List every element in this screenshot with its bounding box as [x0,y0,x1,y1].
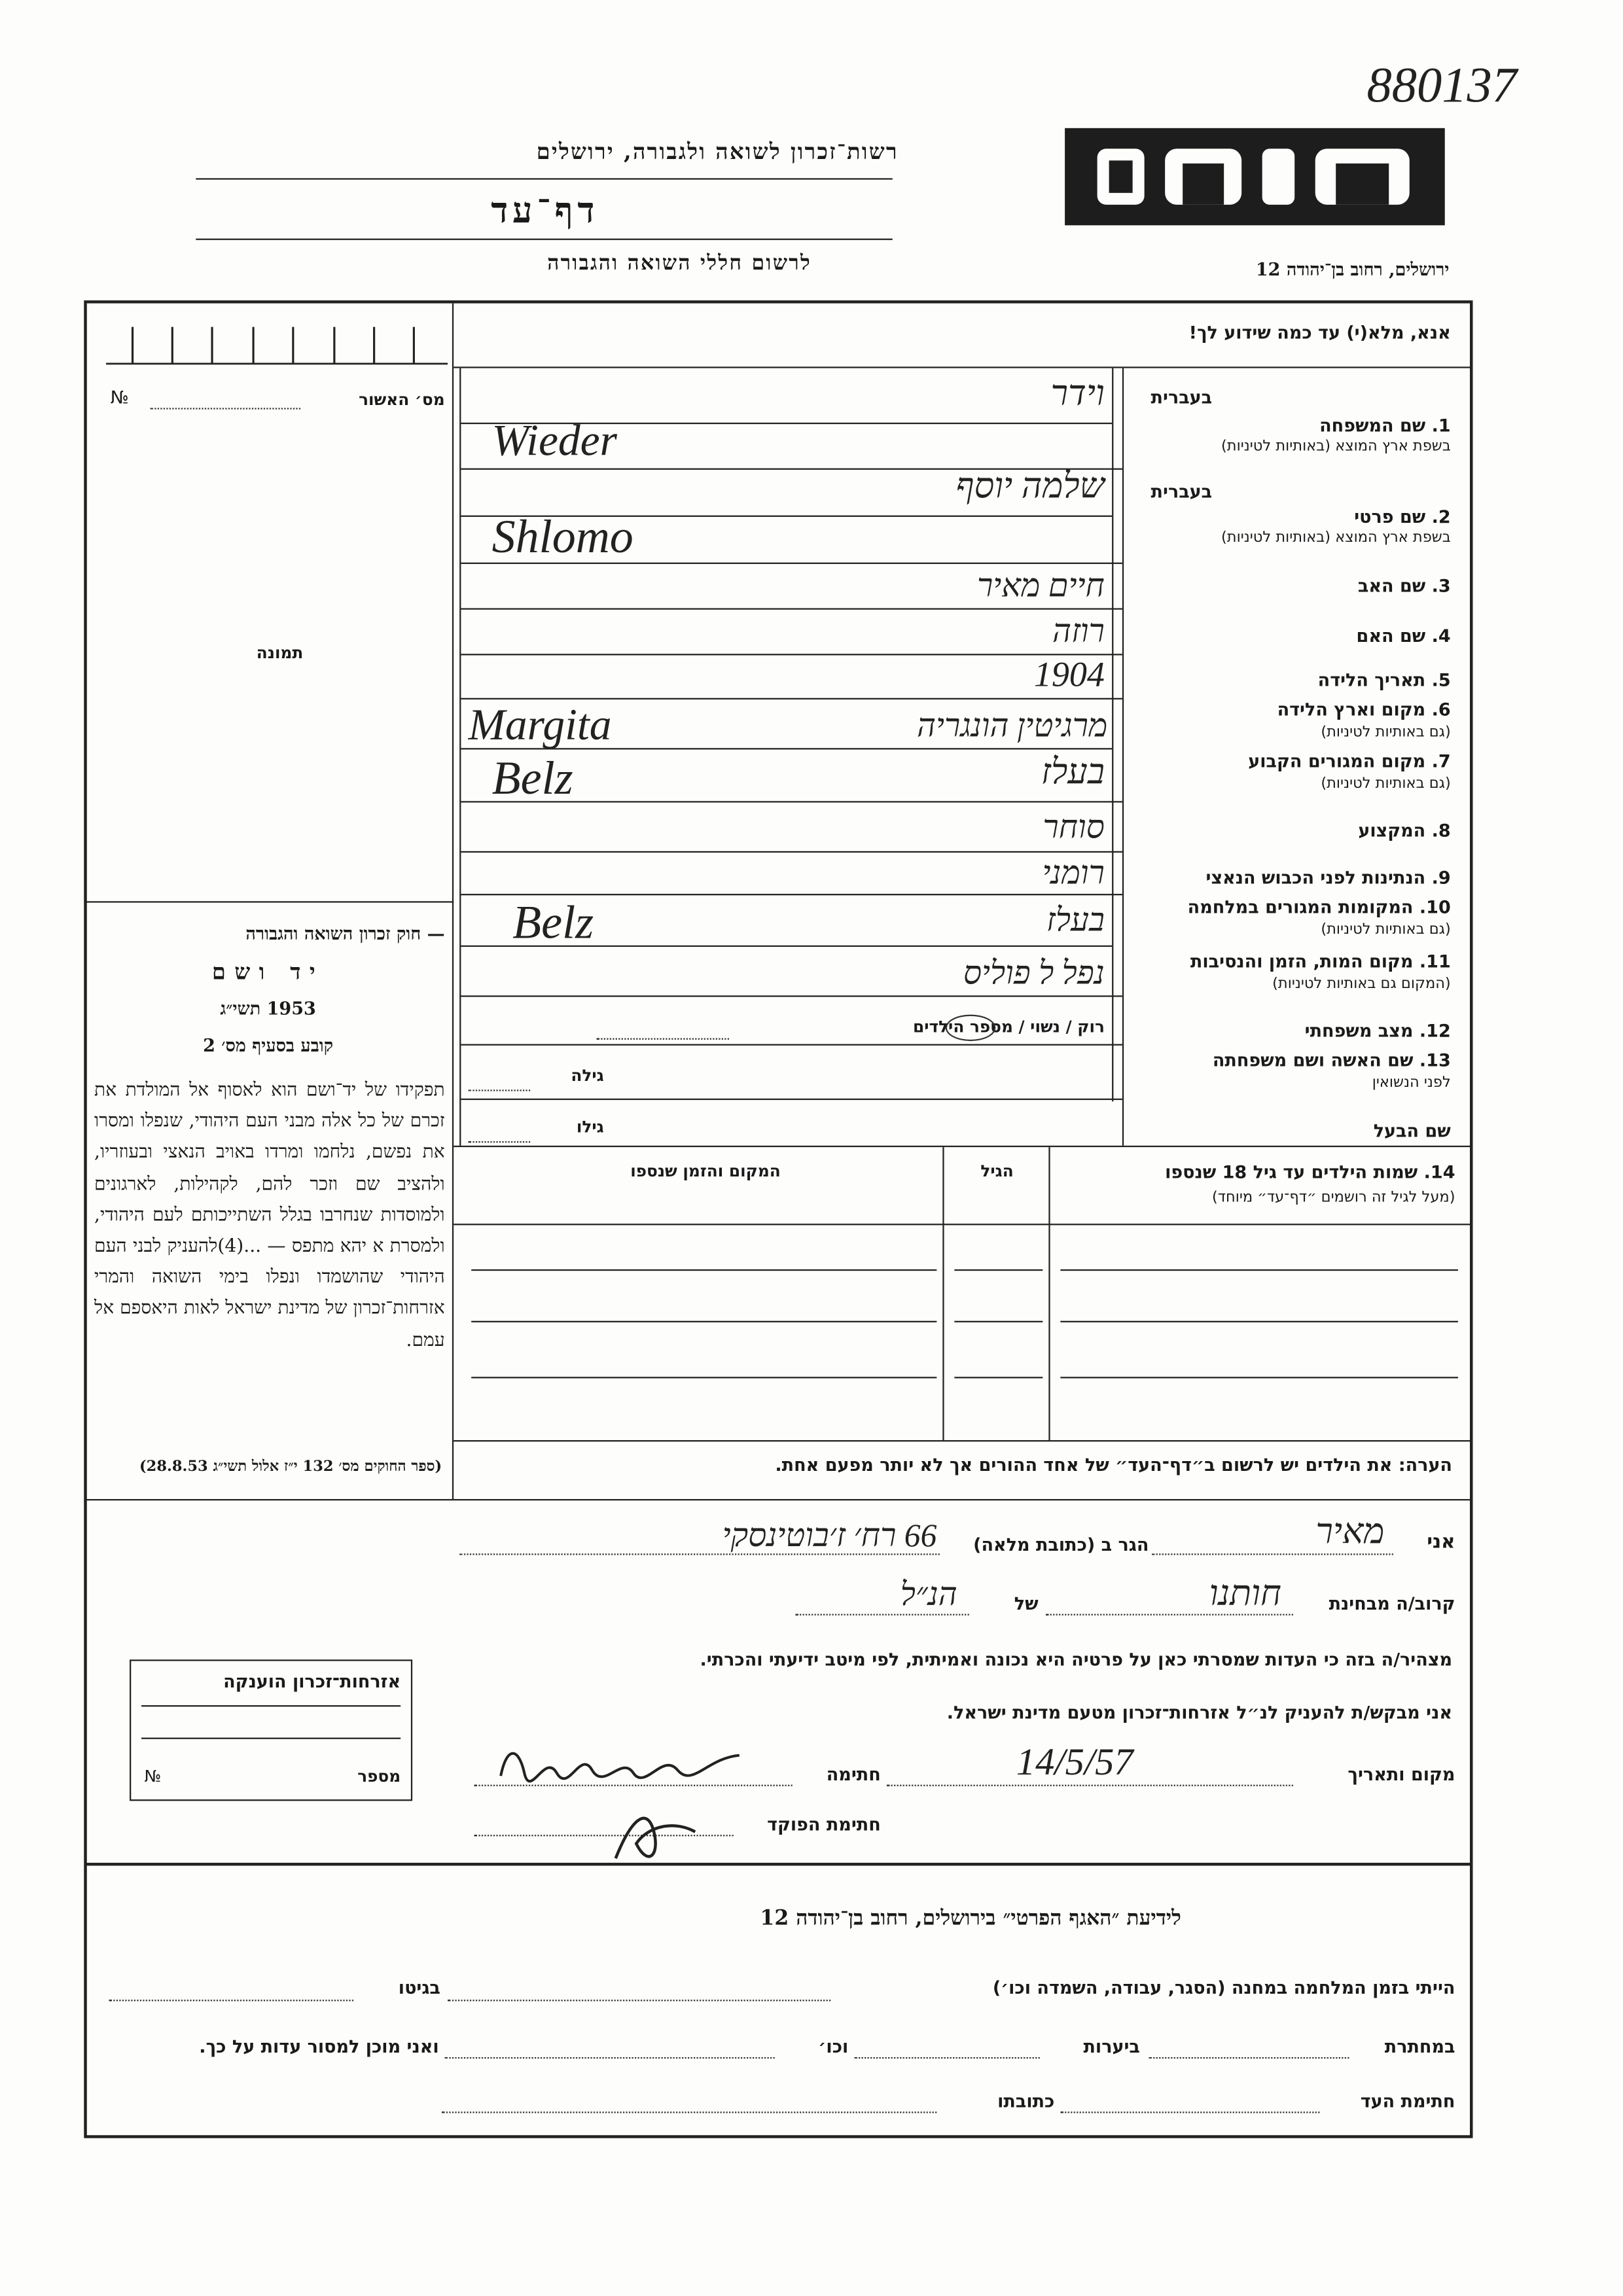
of-label: של [1014,1593,1039,1614]
field-5-label: 5. תאריך הלידה [1317,669,1451,691]
notice-camp-label: הייתי בזמן המלחמה במחנה (הסגר, עבודה, השמדה וכו׳) [992,1977,1455,1998]
children-col-age: הגיל [980,1161,1014,1181]
husband-age-label: גילו [576,1118,604,1137]
nationality-value[interactable]: רומני [1042,854,1105,891]
archive-number: 880137 [1366,59,1518,114]
relation-label: קרוב/ה מבחינת [1329,1593,1455,1614]
residence-latin-value[interactable]: Belz [491,751,573,804]
surname-latin-value[interactable]: Wieder [491,416,617,466]
death-place-value[interactable]: נפל ל פוליס [963,954,1105,991]
approval-no-field[interactable] [151,408,301,409]
declarant-label: אני [1427,1531,1455,1554]
children-note: הערה: את הילדים יש לרשום ב״דף־העד״ של אחד ההורים אך לא יותר מפעם אחת. [775,1455,1452,1476]
law-name: יד ושם [211,959,325,985]
signature-label: חתימה [826,1764,881,1785]
witness-address-label: כתובתו [997,2091,1055,2112]
field-3-label: 3. שם האב [1357,575,1451,597]
birthplace-latin-value[interactable]: Margita [468,701,612,750]
notice-underground-label: במחתרת [1384,2036,1455,2057]
field-13-sub: לפני הנשואין [1372,1074,1451,1091]
witness-signature-label: חתימת העד [1360,2091,1455,2112]
notice-title: לידיעת ״האגף הפרטי״ בירושלים, רחוב בן־יהודה 12 [760,1907,1181,1931]
notice-ghetto-field[interactable] [109,2000,354,2001]
children-sub: (מעל לגיל זה רושמים ״דף־עד״ מיוחד) [1211,1190,1455,1207]
mother-name-value[interactable]: רוזה [1052,612,1105,650]
wife-age-label: גילה [571,1066,604,1086]
relation-value[interactable]: חותנו [1209,1576,1281,1614]
marital-selected-circle [946,1015,996,1042]
notice-ghetto-label: בגיטו [398,1977,440,1998]
notice-etc-field[interactable] [445,2057,775,2058]
field-7-sub: (גם באותיות לטיניות) [1321,776,1451,792]
residence-hebrew-value[interactable]: בעלז [1041,754,1105,792]
field-1-label: 1. שם המשפחה [1319,415,1451,436]
declarant-signature [486,1738,751,1788]
date-value[interactable]: 14/5/57 [1016,1740,1133,1784]
witness-signature-field[interactable] [1060,2111,1319,2113]
yad-vashem-logo [1065,128,1445,226]
of-value[interactable]: הנ״ל [900,1576,957,1613]
field-2-hebrew-label: בעברית [1150,481,1213,503]
citizenship-title: אזרחות־זכרון הוענקה [223,1671,401,1692]
field-12-label: 12. מצב משפחתי [1304,1020,1451,1042]
children-label: 14. שמות הילדים עד גיל 18 שנספו [1165,1161,1455,1183]
field-6-sub: (גם באותיות לטיניות) [1321,724,1451,741]
citizenship-number-mark: № [144,1767,162,1786]
official-signature-label: חתימת הפוקד [767,1814,881,1835]
tick-boxes [106,321,448,366]
field-husband-label: שם הבעל [1373,1120,1451,1142]
wartime-residence-latin-value[interactable]: Belz [512,895,594,949]
approval-no-label: מס׳ האשור [359,390,445,410]
citizenship-number-label: מספר [357,1767,401,1786]
address-label: הגר ב (כתובת מלאה) [973,1534,1149,1555]
field-4-label: 4. שם האם [1356,626,1451,646]
field-10-label: 10. המקומות המגורים במלחמה [1187,896,1451,918]
law-title: — חוק זכרון השואה והגבורה [245,923,445,944]
profession-value[interactable]: סוחר [1043,808,1105,845]
form-subtitle: לרשום חללי השואה והגבורה [547,251,812,275]
marital-options[interactable]: רוק / נשוי / מספר הילדים [912,1017,1105,1037]
declaration-request: אני מבקש/ת להעניק לנ״ל אזרחות־זכרון מטעם מדינת ישראל. [946,1702,1452,1723]
notice-camp-field[interactable] [448,2000,830,2001]
law-reference: (ספר החוקים מס׳ 132 י״ז אלול תשי״ג 28.8.53) [139,1459,442,1476]
first-name-latin-value[interactable]: Shlomo [491,509,633,563]
first-name-hebrew-value[interactable]: שלמה יוסף [955,468,1105,507]
law-text: תפקידו של יד־ושם הוא לאסוף אל המולדת את זכרם של כל אלה מבני העם היהודי, שנפלו ומסרו את נפשם, נלחמו ומרדו באויב הנאצי ובעוזריו, ולהציב שם וזכר להם, לקהילות, לארגונים ולמוסדות שנחרבו בגלל השתייכותם לעם היהודי, ולמסרת א יהא מתפס — ...(4)להעניק לבני העם היהודי שהושמדו ונפלו בימי השואה והמרי אזרחות־זכרון של מדינת ישראל לאות היאספם אל עמם. [94,1078,445,1350]
law-year: 1953 תשי״ג [220,998,316,1019]
birth-date-value[interactable]: 1904 [1033,656,1105,696]
notice-forests-field[interactable] [854,2057,1040,2058]
field-11-sub: (המקום גם באותיות לטיניות) [1272,976,1451,993]
field-7-label: 7. מקום המגורים הקבוע [1248,751,1451,772]
witness-address-field[interactable] [442,2111,936,2113]
place-date-label: מקום ותאריך [1347,1764,1455,1785]
plea-text: אנא, מלא(י) עד כמה שידוע לך! [1188,322,1451,344]
field-6-label: 6. מקום וארץ הלידה [1277,699,1451,720]
surname-hebrew-value[interactable]: וידר [1050,375,1105,414]
notice-forests-label: ביערות [1083,2036,1140,2057]
field-2-sub: בשפת ארץ המוצא (באותיות לטיניות) [1221,530,1451,546]
law-clause: קובע בסעיף מס׳ 2 [203,1035,334,1056]
declarant-address-value[interactable]: 66 רח׳ ז׳בוטינסקי [722,1517,937,1554]
notice-etc-label: וכו׳ [818,2036,849,2057]
birthplace-hebrew-value[interactable]: מרגיטין הונגריה [917,707,1108,744]
field-1-hebrew-label: בעברית [1150,387,1213,408]
declarant-name-value[interactable]: מאיר [1315,1513,1385,1553]
authority-name: רשות־זכרון לשואה ולגבורה, ירושלים [536,138,899,166]
children-col-place: המקום והזמן שנספו [630,1161,781,1181]
field-1-sub: בשפת ארץ המוצא (באותיות לטיניות) [1221,438,1451,455]
declaration-statement: מצהיר/ה בזה כי העדות שמסרתי כאן על פרטיה היא נכונה ואמיתית, לפי מיטב ידיעתי והכרתי. [700,1649,1452,1670]
father-name-value[interactable]: חיים מאיר [976,567,1105,604]
address: ירושלים, רחוב בן־יהודה 12 [1255,259,1450,280]
field-11-label: 11. מקום המות, הזמן והנסיבות [1190,951,1451,972]
photo-label: תמונה [256,643,304,663]
wartime-residence-hebrew-value[interactable]: בעלז [1046,901,1105,938]
field-8-label: 8. המקצוע [1358,820,1451,841]
notice-willing-text: ואני מוכן למסור עדות על כך. [199,2036,439,2057]
notice-underground-field[interactable] [1149,2057,1349,2058]
field-9-label: 9. הנתינות לפני הכבוש הנאצי [1205,867,1451,889]
field-10-sub: (גם באותיות לטיניות) [1321,921,1451,938]
field-2-label: 2. שם פרטי [1354,506,1451,527]
field-13-label: 13. שם האשה ושם משפחתה [1212,1050,1451,1071]
form-title: דף־עד [491,188,599,232]
approval-no-mark: № [110,387,129,408]
official-signature [604,1799,707,1873]
